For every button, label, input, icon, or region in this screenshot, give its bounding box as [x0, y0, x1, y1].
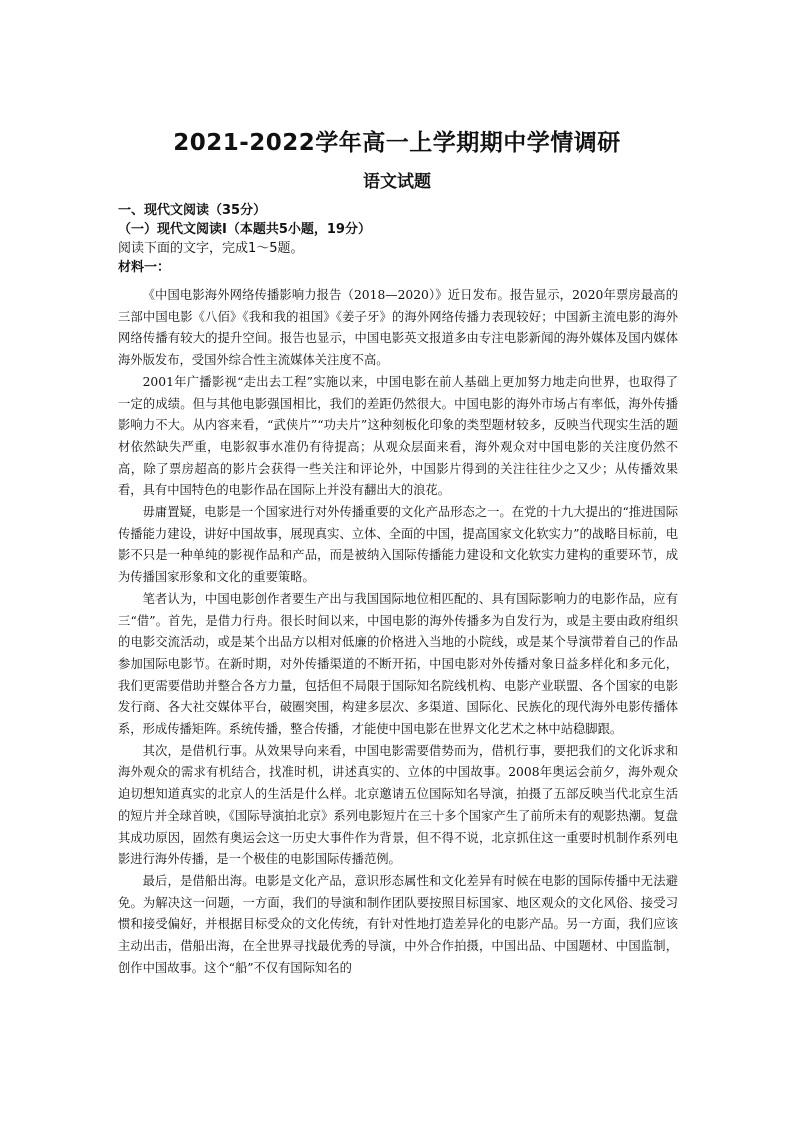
passage-paragraph: 其次，是借机行事。从效果导向来看，中国电影需要借势而为，借机行事，要把我们的文化诉求和海外观众的需求有机结合，找准时机，讲述真实的、立体的中国故事。2008年奥运会前夕，海外观众迫切想知道真实的北京人的生活是什么样。北京邀请五位国际知名导演，拍摄了五部反映当代北京生活的短片并全球首映，《国际导演拍北京》系列电影短片在三十多个国家产生了前所未有的观影热潮。复盘其成功原因，固然有奥运会这一历史大事件作为背景，但不得不说，北京抓住这一重要时机制作系列电影进行海外传播，是一个极佳的电影国际传播范例。 [118, 743, 678, 867]
section-headings [118, 201, 678, 277]
exam-subtitle: 语文试题 [363, 172, 431, 192]
passage-paragraph: 《中国电影海外网络传播影响力报告（2018—2020）》近日发布。报告显示，2020年票房最高的三部中国电影《八佰》《我和我的祖国》《姜子牙》的海外网络传播力表现较好；中国新主流电影的海外网络传播有较大的提升空间。报告也显示，中国电影英文报道多由专注电影新闻的海外媒体及国内媒体海外版发布，受国外综合性主流媒体关注度不高。 [118, 288, 678, 368]
passage-paragraph: 毋庸置疑，电影是一个国家进行对外传播重要的文化产品形态之一。在党的十九大提出的“推进国际传播能力建设，讲好中国故事，展现真实、立体、全面的中国，提高国家文化软实力”的战略目标前，电影不只是一种单纯的影视作品和产品，而是被纳入国际传播能力建设和文化软实力建构的重要环节，成为传播国家形象和文化的重要策略。 [118, 505, 678, 585]
subsection-heading: （一）现代文阅读Ⅰ（本题共5小题，19分） [118, 222, 371, 237]
material-label: 材料一： [118, 260, 171, 275]
passage-paragraph: 2001年广播影视“走出去工程”实施以来，中国电影在前人基础上更加努力地走向世界，也取得了一定的成绩。但与其他电影强国相比，我们的差距仍然很大。中国电影的海外市场占有率低，海外传播影响力不大。从内容来看，“武侠片”“功夫片”这种刻板化印象的类型题材较多，反映当代现实生活的题材依然缺失严重，电影叙事水准仍有待提高；从观众层面来看，海外观众对中国电影的关注度仍然不高，除了票房超高的影片会获得一些关注和评论外，中国影片得到的关注往往少之又少；从传播效果看，具有中国特色的电影作品在国际上并没有翻出大的浪花。 [118, 374, 678, 498]
passage-paragraph: 最后，是借船出海。电影是文化产品，意识形态属性和文化差异有时候在电影的国际传播中无法避免。为解决这一问题，一方面，我们的导演和制作团队要按照目标国家、地区观众的文化风俗、接受习惯和接受偏好，并根据目标受众的文化传统，有针对性地打造差异化的电影产品。另一方面，我们应该主动出击，借船出海，在全世界寻找最优秀的导演，中外合作拍摄，中国出品、中国题材、中国监制，创作中国故事。这个“船”不仅有国际知名的 [118, 873, 678, 975]
exam-title: 2021-2022学年高一上学期期中学情调研 [173, 130, 621, 156]
reading-instruction: 阅读下面的文字，完成1～5题。 [118, 241, 304, 256]
passage-body [118, 285, 678, 980]
passage-paragraph: 笔者认为，中国电影创作者要生产出与我国国际地位相匹配的、具有国际影响力的电影作品，应有三“借”。首先，是借力行舟。很长时间以来，中国电影的海外传播多为自发行为，或是主要由政府组织的电影交流活动，或是某个出品方以相对低廉的价格进入当地的小院线，或是某个导演带着自己的作品参加国际电影节。在新时期，对外传播渠道的不断开拓，中国电影对外传播对象日益多样化和多元化，我们更需要借助并整合各方力量，包括但不局限于国际知名院线机构、电影产业联盟、各个国家的电影发行商、各大社交媒体平台，破圈突围，构建多层次、多渠道、国际化、民族化的现代海外电影传播体系，形成传播矩阵。系统传播，整合传播，才能使中国电影在世界文化艺术之林中站稳脚跟。 [118, 591, 678, 737]
section-heading: 一、现代文阅读（35分） [118, 203, 267, 218]
